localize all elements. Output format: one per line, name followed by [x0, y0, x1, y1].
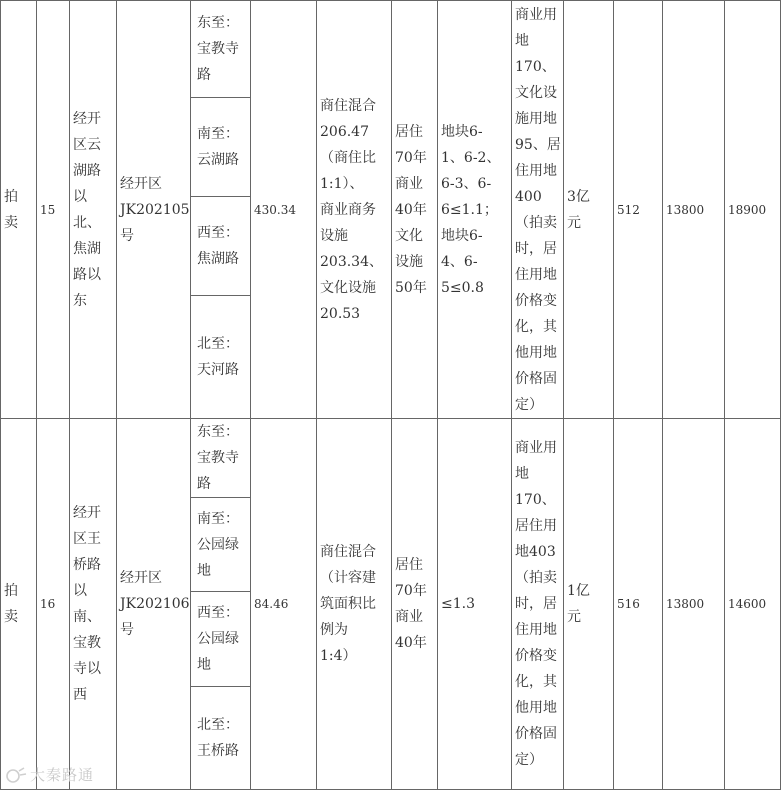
cell-line: 设施: [320, 227, 348, 244]
cell-line: 拍: [4, 188, 18, 205]
cell-line: 6-3、6-: [441, 175, 492, 192]
cell-line: 4、6-: [441, 253, 478, 270]
cell-line: 他用地: [515, 700, 557, 716]
deposit-cell: [564, 419, 614, 790]
border-direction-cell: [191, 592, 251, 687]
cell-line: 以: [73, 188, 87, 205]
cell-line: 施用地: [515, 110, 557, 127]
cell-line: 1:1）、: [320, 175, 364, 192]
cell-line: 东至：: [197, 15, 239, 31]
code-cell: [117, 419, 191, 790]
cell-line: 化，其: [515, 318, 557, 335]
cell-line: 北至：: [197, 717, 239, 733]
cell-line: （拍卖: [515, 214, 557, 231]
cell-line: 经开区: [120, 175, 162, 192]
cell-line: （拍卖: [515, 570, 557, 586]
cell-line: 1亿: [567, 583, 590, 599]
cell-line: 20.53: [320, 305, 361, 322]
cell-line: 天河路: [197, 362, 239, 378]
ratio-cell: [438, 1, 512, 419]
cell-line: 经开区: [120, 570, 162, 586]
location-cell: [70, 1, 117, 419]
cell-line: 焦湖路: [197, 251, 239, 267]
cell-line: 区云: [73, 136, 101, 153]
cell-line: 商业用: [515, 6, 557, 23]
border-direction-cell: [191, 98, 251, 197]
cell-line: 焦湖: [73, 240, 101, 257]
method-cell: [1, 1, 37, 419]
cell-line: 路以: [73, 266, 101, 283]
table-body: [1, 1, 781, 790]
cell-line: 商住混合: [320, 544, 376, 560]
cell-line: 化，其: [515, 674, 557, 690]
cell-line: 居住用: [515, 518, 557, 534]
cell-line: 地块6-: [441, 123, 483, 140]
cell-line: 地: [197, 562, 211, 579]
cell-line: 170、: [515, 492, 556, 508]
border-direction-cell: [191, 296, 251, 419]
cell-line: 元: [567, 214, 581, 231]
cell-line: 筑面积比: [320, 596, 376, 612]
area-cell: 430.34: [251, 1, 317, 419]
cell-line: 经开: [73, 110, 101, 127]
cell-line: 40年: [395, 201, 427, 218]
cell-line: 西至：: [197, 225, 239, 241]
cell-line: 商住混合: [320, 97, 376, 114]
cell-line: 170、: [515, 58, 556, 75]
cell-line: 居住: [395, 123, 423, 140]
border-direction-cell: [191, 498, 251, 592]
cell-line: 北、: [73, 214, 101, 231]
watermark: [6, 764, 94, 785]
use-cell: [317, 419, 392, 790]
cell-line: （计容建: [320, 570, 376, 586]
cell-line: 价格变: [515, 292, 557, 309]
code-cell: [117, 1, 191, 419]
cell-line: 湖路: [73, 162, 101, 179]
cell-line: JK202106: [120, 596, 190, 612]
cell-line: 时，居: [515, 596, 557, 612]
cell-line: 70年: [395, 583, 427, 599]
price-note-cell: [512, 1, 564, 419]
cell-line: 时，居: [515, 240, 557, 257]
cell-line: 400: [515, 188, 542, 205]
cell-line: 住用地: [515, 266, 557, 283]
cell-line: 元: [567, 609, 581, 625]
cell-line: 桥路: [73, 557, 101, 573]
cell-line: 公园绿: [197, 631, 239, 647]
cell-line: （商住比: [320, 149, 376, 166]
table-row: [1, 419, 781, 498]
cell-line: 南、: [73, 609, 101, 625]
border-direction-cell: [191, 419, 251, 498]
cell-line: 南至：: [197, 126, 239, 142]
cell-line: 拍: [4, 583, 18, 599]
cell-line: 宝教寺: [197, 41, 239, 57]
cell-line: 经开: [73, 505, 101, 521]
cell-line: 东: [73, 292, 87, 309]
cell-line: 宝教寺: [197, 450, 239, 466]
cell-line: 他用地: [515, 344, 557, 361]
col-b-cell: 13800: [663, 419, 725, 790]
cell-line: 地: [515, 466, 529, 482]
col-a-cell: 512: [614, 1, 663, 419]
cell-line: 价格变: [515, 648, 557, 664]
area-cell: 84.46: [251, 419, 317, 790]
cell-line: 公园绿: [197, 536, 239, 553]
cell-line: 206.47: [320, 123, 369, 140]
cell-line: 北至：: [197, 336, 239, 352]
cell-line: 王桥路: [197, 743, 239, 759]
cell-line: 西: [73, 687, 87, 703]
col-b-cell: 13800: [663, 1, 725, 419]
use-cell: [317, 1, 392, 419]
price-note-cell: [512, 419, 564, 790]
cell-line: 住用地: [515, 622, 557, 638]
cell-line: 东至：: [197, 424, 239, 440]
cell-line: 203.34、: [320, 253, 383, 270]
border-direction-cell: [191, 1, 251, 98]
cell-line: 地块6-: [441, 227, 483, 244]
cell-line: 6≤1.1；: [441, 201, 498, 218]
cell-line: 例为: [320, 622, 348, 638]
term-cell: [392, 1, 438, 419]
cell-line: 70年: [395, 149, 427, 166]
cell-line: 以: [73, 583, 87, 599]
cell-line: 商业商务: [320, 201, 376, 218]
cell-line: 住用地: [515, 162, 557, 179]
cell-line: 40年: [395, 635, 427, 651]
cell-line: 号: [120, 622, 134, 638]
cell-line: 卖: [4, 214, 18, 231]
cell-line: 50年: [395, 279, 427, 296]
cell-line: 云湖路: [197, 152, 239, 168]
cell-line: JK202105: [120, 201, 190, 218]
cell-line: 宝教: [73, 635, 101, 651]
cell-line: 南至：: [197, 510, 239, 527]
cell-line: 地: [515, 32, 529, 49]
ratio-cell: [438, 419, 512, 790]
cell-line: 路: [197, 67, 211, 83]
cell-line: 1:4）: [320, 648, 357, 664]
method-cell: [1, 419, 37, 790]
location-cell: [70, 419, 117, 790]
cell-line: 文化设施: [320, 279, 376, 296]
deposit-cell: [564, 1, 614, 419]
cell-line: 定）: [515, 396, 543, 413]
cell-line: 卖: [4, 609, 18, 625]
cell-line: 5≤0.8: [441, 279, 484, 296]
cell-line: 3亿: [567, 188, 590, 205]
cell-line: 商业用: [515, 440, 557, 456]
watermark-text: 大秦路通: [30, 766, 95, 784]
cell-line: 号: [120, 227, 134, 244]
cell-line: 居住: [395, 557, 423, 573]
index-cell: 15: [37, 1, 70, 419]
col-c-cell: 18900: [725, 1, 781, 419]
col-c-cell: 14600: [725, 419, 781, 790]
cell-line: 价格固: [515, 370, 557, 387]
cell-line: 地403: [515, 544, 556, 560]
cell-line: 文化: [395, 227, 423, 244]
cell-line: 1、6-2、: [441, 149, 501, 166]
cell-line: 95、居: [515, 136, 561, 153]
cell-line: ≤1.3: [441, 596, 475, 612]
cell-line: 商业: [395, 175, 423, 192]
watermark-logo-icon: [6, 767, 28, 783]
cell-line: 寺以: [73, 661, 101, 677]
cell-line: 地: [197, 657, 211, 673]
cell-line: 文化设: [515, 84, 557, 101]
cell-line: 定）: [515, 752, 543, 768]
cell-line: 区王: [73, 531, 101, 547]
border-direction-cell: [191, 687, 251, 790]
col-a-cell: 516: [614, 419, 663, 790]
cell-line: 商业: [395, 609, 423, 625]
cell-line: 价格固: [515, 726, 557, 742]
border-direction-cell: [191, 197, 251, 296]
term-cell: [392, 419, 438, 790]
table-row: [1, 1, 781, 98]
cell-line: 西至：: [197, 605, 239, 621]
cell-line: 路: [197, 476, 211, 492]
cell-line: 设施: [395, 253, 423, 270]
index-cell: 16: [37, 419, 70, 790]
